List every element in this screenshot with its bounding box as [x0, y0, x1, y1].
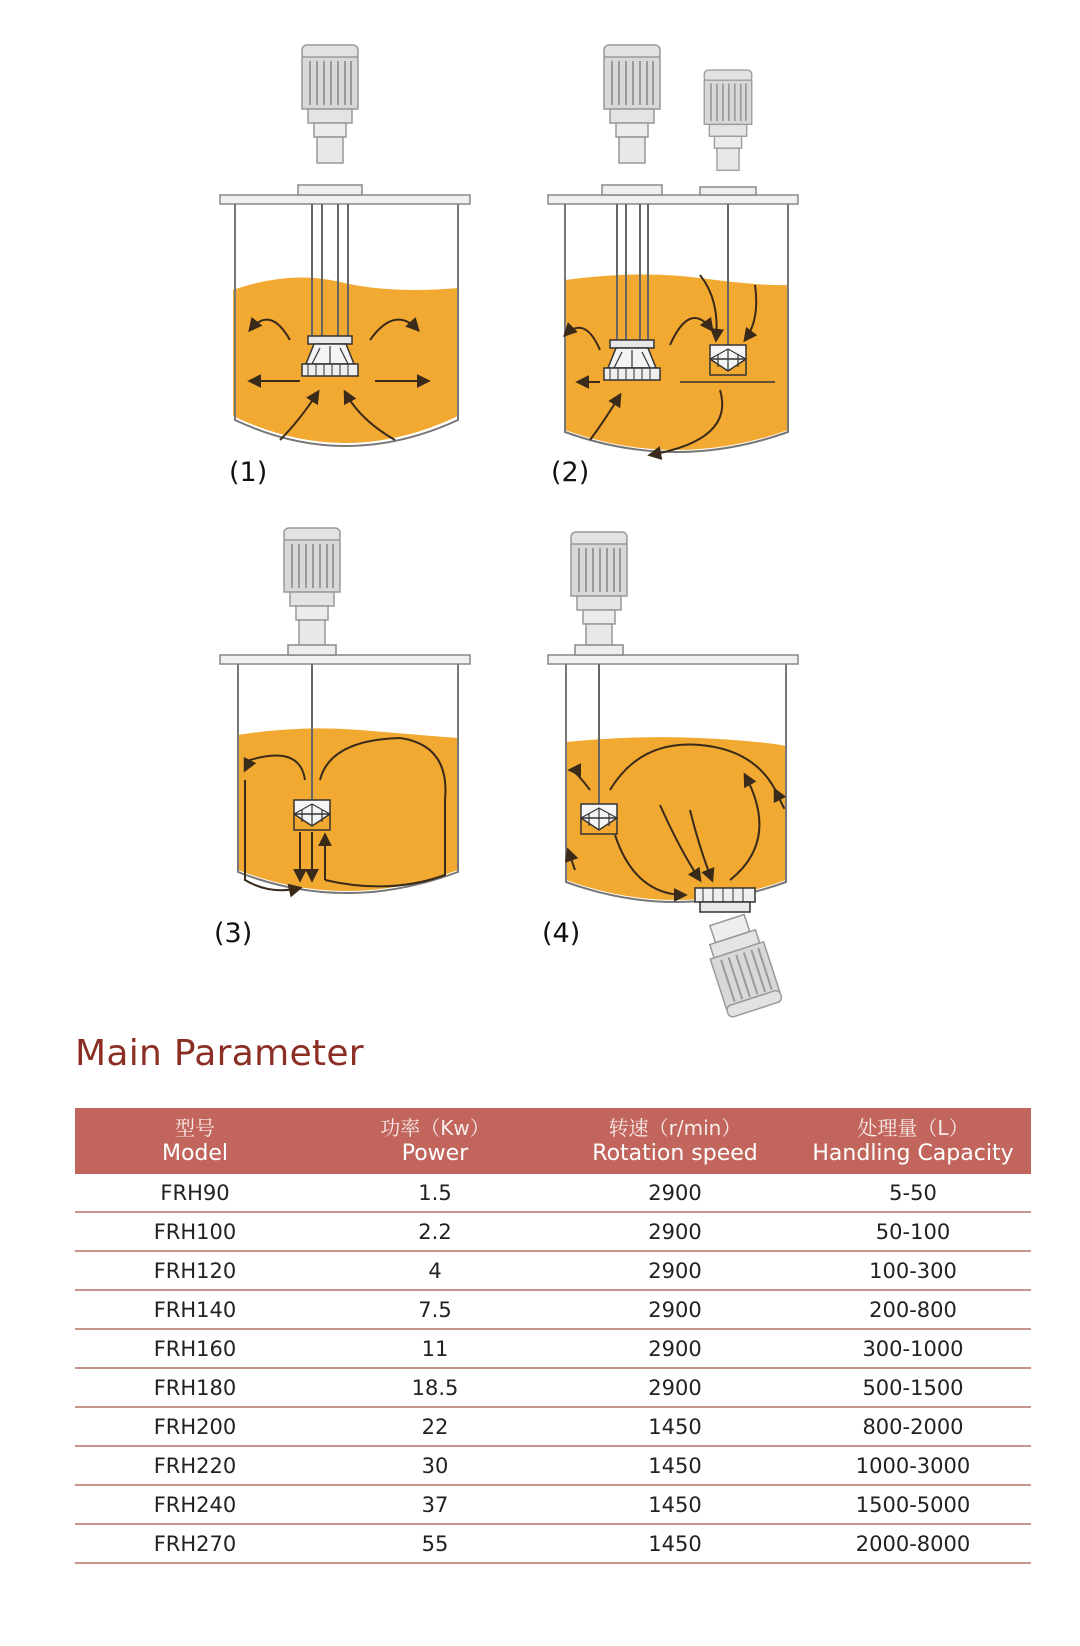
header-model-cn: 型号: [175, 1116, 215, 1140]
header-rotation-speed-en: Rotation speed: [592, 1141, 758, 1166]
cell-model: FRH160: [75, 1329, 315, 1368]
cell-handling-capacity: 50-100: [795, 1212, 1031, 1251]
cell-model: FRH100: [75, 1212, 315, 1251]
cell-power: 11: [315, 1329, 555, 1368]
diagram-4: [548, 532, 798, 1018]
cell-power: 37: [315, 1485, 555, 1524]
table-body: [75, 1174, 1031, 1563]
cell-power: 30: [315, 1446, 555, 1485]
figure-label-2: (2): [551, 457, 590, 488]
cell-power: 55: [315, 1524, 555, 1563]
header-handling-capacity-en: Handling Capacity: [812, 1141, 1014, 1166]
header-power: [315, 1108, 555, 1174]
cell-rotation-speed: 1450: [555, 1446, 795, 1485]
cell-rotation-speed: 1450: [555, 1524, 795, 1563]
cell-handling-capacity: 800-2000: [795, 1407, 1031, 1446]
table-header: [75, 1108, 1031, 1174]
cell-handling-capacity: 1500-5000: [795, 1485, 1031, 1524]
section-title: Main Parameter: [75, 1033, 364, 1074]
table-row: [75, 1407, 1031, 1446]
cell-rotation-speed: 2900: [555, 1368, 795, 1407]
table-row: [75, 1251, 1031, 1290]
cell-model: FRH240: [75, 1485, 315, 1524]
parameter-table: [75, 1108, 1031, 1564]
cell-rotation-speed: 2900: [555, 1251, 795, 1290]
diagram-2: [548, 45, 798, 455]
table-row: [75, 1174, 1031, 1212]
table-row: [75, 1368, 1031, 1407]
cell-rotation-speed: 2900: [555, 1212, 795, 1251]
cell-rotation-speed: 2900: [555, 1174, 795, 1212]
cell-model: FRH120: [75, 1251, 315, 1290]
figure-label-3: (3): [214, 918, 253, 949]
header-handling-capacity-cn: 处理量（L）: [857, 1116, 969, 1140]
table-row: [75, 1290, 1031, 1329]
table-row: [75, 1212, 1031, 1251]
cell-model: FRH220: [75, 1446, 315, 1485]
cell-power: 7.5: [315, 1290, 555, 1329]
header-power-cn: 功率（Kw）: [380, 1116, 490, 1140]
cell-handling-capacity: 5-50: [795, 1174, 1031, 1212]
cell-handling-capacity: 300-1000: [795, 1329, 1031, 1368]
cell-power: 1.5: [315, 1174, 555, 1212]
cell-rotation-speed: 2900: [555, 1290, 795, 1329]
cell-model: FRH200: [75, 1407, 315, 1446]
table-row: [75, 1329, 1031, 1368]
cell-model: FRH140: [75, 1290, 315, 1329]
header-rotation-speed-cn: 转速（r/min）: [608, 1116, 742, 1140]
cell-handling-capacity: 1000-3000: [795, 1446, 1031, 1485]
figure-label-1: (1): [229, 457, 268, 488]
cell-power: 4: [315, 1251, 555, 1290]
cell-power: 2.2: [315, 1212, 555, 1251]
cell-model: FRH180: [75, 1368, 315, 1407]
table-row: [75, 1524, 1031, 1563]
header-model: [75, 1108, 315, 1174]
cell-handling-capacity: 100-300: [795, 1251, 1031, 1290]
cell-power: 18.5: [315, 1368, 555, 1407]
cell-rotation-speed: 1450: [555, 1485, 795, 1524]
table-row: [75, 1446, 1031, 1485]
cell-rotation-speed: 2900: [555, 1329, 795, 1368]
cell-model: FRH270: [75, 1524, 315, 1563]
cell-power: 22: [315, 1407, 555, 1446]
table-row: [75, 1485, 1031, 1524]
cell-model: FRH90: [75, 1174, 315, 1212]
header-model-en: Model: [161, 1141, 229, 1166]
cell-handling-capacity: 500-1500: [795, 1368, 1031, 1407]
table-header-row: [75, 1108, 1031, 1174]
header-handling-capacity: [795, 1108, 1031, 1174]
cell-handling-capacity: 200-800: [795, 1290, 1031, 1329]
header-power-en: Power: [401, 1141, 469, 1166]
diagram-1: [220, 45, 470, 446]
figure-label-4: (4): [542, 918, 581, 949]
cell-handling-capacity: 2000-8000: [795, 1524, 1031, 1563]
cell-rotation-speed: 1450: [555, 1407, 795, 1446]
diagram-3: [220, 528, 470, 893]
header-rotation-speed: [555, 1108, 795, 1174]
